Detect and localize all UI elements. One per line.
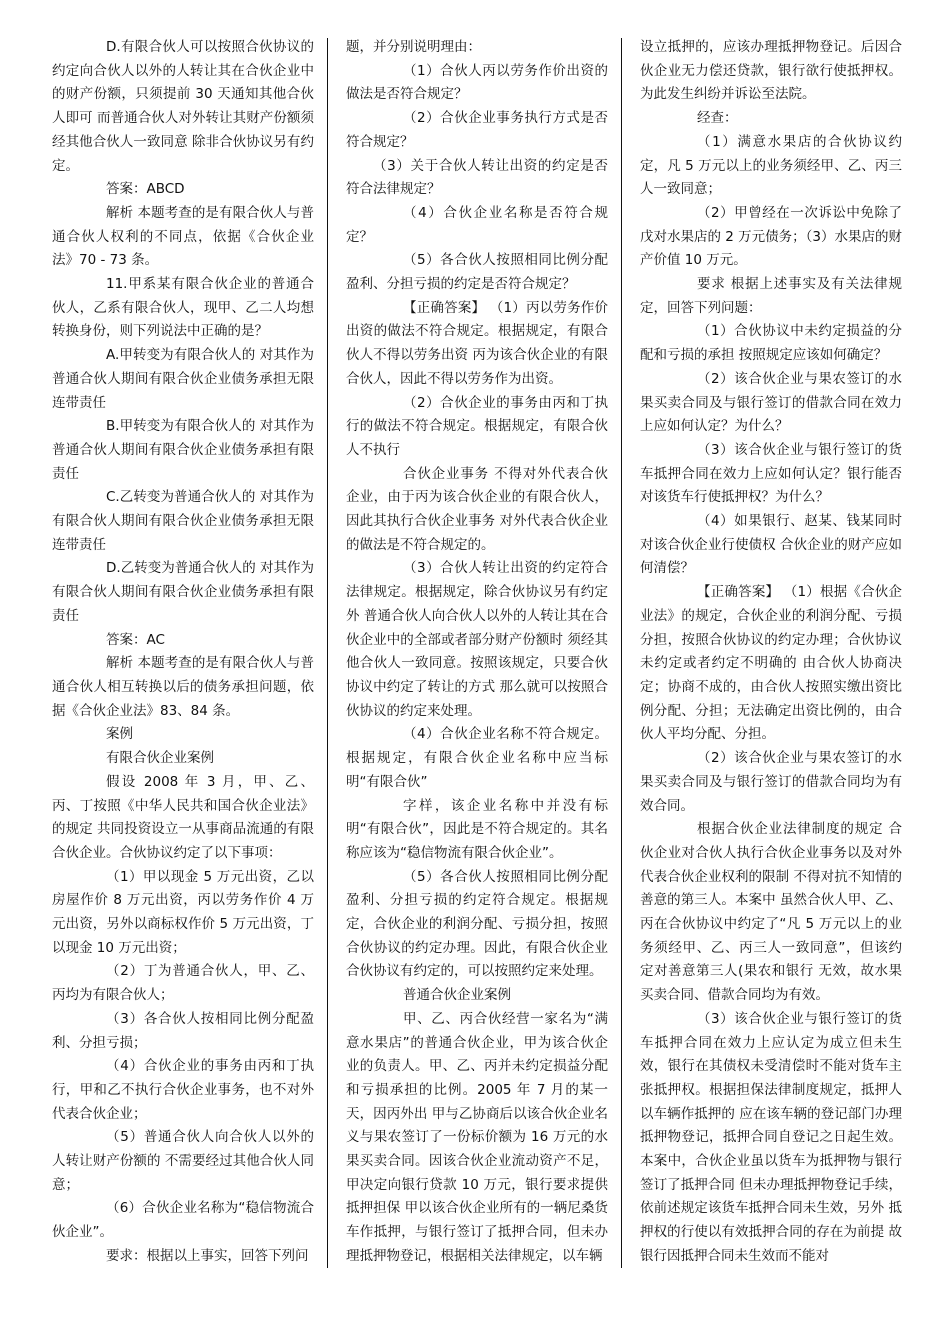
- paragraph: 案例: [106, 726, 133, 743]
- paragraph: （2）合伙企业的事务由丙和丁执行的做法不符合规定。根据规定，有限合伙人不执行: [346, 394, 608, 458]
- column-divider: [327, 38, 328, 1268]
- paragraph: 字样，该企业名称中并没有标明“有限合伙”，因此是不符合规定的。其名称应该为“稳信物流有限合伙企业”。: [346, 797, 608, 861]
- paragraph: （6）合伙企业名称为“稳信物流合伙企业”。: [52, 1200, 314, 1241]
- paragraph: （3）合伙人转让出资的约定符合法律规定。根据规定，除合伙协议另有约定外 普通合伙人向合伙人以外的人转让其在合伙企业中的全部或者部分财产份额时 须经其他合伙人一致同意。按照该规定，只要合伙协议中约定了转让的方式 那么就可以按照合伙协议的约定来处理。: [346, 560, 608, 719]
- paragraph: 题，并分别说明理由：: [346, 39, 481, 55]
- paragraph: （4）合伙企业的事务由丙和丁执行，甲和乙不执行合伙企业事务，也不对外代表合伙企业；: [52, 1058, 314, 1122]
- paragraph: （3）该合伙企业与银行签订的货车抵押合同在效力上应认定为成立但未生效，银行在其债权未受清偿时不能对货车主张抵押权。根据担保法律制度规定，抵押人以车辆作抵押的 应在该车辆的登记部门办理抵押物登记，抵押合同自登记之日起生效。本案中，合伙企业虽以货车为抵押物与银行签订了抵押合同 但未办理抵押物登记手续，依前述规定该货车抵押合同未生效，另外 抵押权的行使以有效抵押合同的存在为前提 故银行因抵押合同未生效而不能对: [640, 1010, 902, 1264]
- paragraph: 有限合伙企业案例: [106, 750, 214, 767]
- paragraph: 答案：ABCD: [106, 181, 185, 198]
- paragraph: 经查：: [697, 110, 738, 127]
- paragraph: B.甲转变为有限合伙人的 对其作为普通合伙人期间有限合伙企业债务承担有限责任: [52, 418, 314, 482]
- paragraph: 答案：AC: [106, 631, 165, 648]
- paragraph: （2）甲曾经在一次诉讼中免除了戊对水果店的 2 万元债务；（3）水果店的财产价值 10 万元。: [640, 204, 903, 269]
- paragraph: （4）合伙企业名称不符合规定。根据规定，有限合伙企业名称中应当标明“有限合伙”: [346, 726, 608, 790]
- text-column-2: [346, 36, 608, 1269]
- paragraph: （3）各合伙人按相同比例分配盈利、分担亏损；: [52, 1010, 314, 1051]
- paragraph: 普通合伙企业案例: [403, 987, 511, 1004]
- column-divider: [621, 38, 622, 1268]
- paragraph: （2）该合伙企业与果农签订的水果买卖合同及与银行签订的借款合同在效力上应如何认定？为什么？: [640, 370, 902, 435]
- paragraph: （4）如果银行、赵某、钱某同时对该合伙企业行使债权 合伙企业的财产应如何清偿？: [640, 513, 902, 577]
- paragraph: （1）甲以现金 5 万元出资，乙以房屋作价 8 万元出资，丙以劳务作价 4 万元出资，另外以商标权作价 5 万元出资，丁以现金 10 万元出资；: [52, 868, 314, 956]
- paragraph: 解析 本题考查的是有限合伙人与普通合伙人权利的不同点，依据《合伙企业法》70 - 73 条。: [52, 204, 314, 269]
- paragraph: （2）丁为普通合伙人，甲、乙、丙均为有限合伙人；: [52, 963, 314, 1004]
- paragraph: 要求：根据以上事实，回答下列问: [106, 1247, 309, 1264]
- paragraph: 假设 2008 年 3 月，甲、乙、丙、丁按照《中华人民共和国合伙企业法》的规定 共同投资设立一从事商品流通的有限合伙企业。合伙协议约定了以下事项：: [52, 773, 314, 861]
- paragraph: （4）合伙企业名称是否符合规定？: [346, 204, 608, 245]
- paragraph: 11.甲系某有限合伙企业的普通合伙人，乙系有限合伙人，现甲、乙二人均想转换身份，则下列说法中正确的是？: [52, 276, 314, 340]
- paragraph: （2）该合伙企业与果农签订的水果买卖合同及与银行签订的借款合同均为有效合同。: [640, 750, 902, 814]
- paragraph: （5）各合伙人按照相同比例分配盈利、分担亏损的约定是否符合规定？: [346, 252, 608, 293]
- text-column-3: [640, 36, 902, 1269]
- paragraph: D.乙转变为普通合伙人的 对其作为有限合伙人期间有限合伙企业债务承担有限责任: [52, 560, 314, 624]
- paragraph: 【正确答案】 （1）丙以劳务作价出资的做法不符合规定。根据规定，有限合伙人不得以劳务出资 丙为该合伙企业的有限合伙人，因此不得以劳务作为出资。: [346, 299, 608, 387]
- paragraph: 【正确答案】 （1）根据《合伙企业法》的规定，合伙企业的利润分配、亏损分担，按照合伙协议的约定办理；合伙协议未约定或者约定不明确的 由合伙人协商决定；协商不成的，由合伙人按照实缴出资比例分配、分担；无法确定出资比例的，由合伙人平均分配、分担。: [640, 584, 902, 743]
- paragraph: （1）合伙人丙以劳务作价出资的做法是否符合规定？: [346, 62, 608, 103]
- paragraph: 解析 本题考查的是有限合伙人与普通合伙人相互转换以后的债务承担问题，依据《合伙企业法》83、84 条。: [52, 655, 314, 719]
- paragraph: 甲、乙、丙合伙经营一家名为“满意水果店”的普通合伙企业，甲为该合伙企业的负责人。甲、乙、丙并未约定损益分配和亏损承担的比例。2005 年 7 月的某一天，因丙外出 甲与乙协商后以该合伙企业名义与果农签订了一份标价额为 16 万元的水果买卖合同。因该合伙企业流动资产不足，甲决定向银行贷款 10 万元，银行要求提供抵押担保 甲以该合伙企业所有的一辆尼桑货车作抵押，与银行签订了抵押合同，但未办理抵押物登记，根据相关法律规定，以车辆: [346, 1010, 608, 1264]
- paragraph: A.甲转变为有限合伙人的 对其作为普通合伙人期间有限合伙企业债务承担无限连带责任: [52, 347, 314, 411]
- paragraph: （5）各合伙人按照相同比例分配盈利、分担亏损的约定符合规定。根据规定，合伙企业的利润分配、亏损分担，按照合伙协议的约定办理。因此，有限合伙企业合伙协议有约定的，可以按照约定来处理。: [346, 868, 608, 980]
- paragraph: （1）满意水果店的合伙协议约定，凡 5 万元以上的业务须经甲、乙、丙三人一致同意；: [640, 133, 902, 198]
- paragraph: 根据合伙企业法律制度的规定 合伙企业对合伙人执行合伙企业事务以及对外代表合伙企业权利的限制 不得对抗不知情的善意的第三人。本案中 虽然合伙人甲、乙、丙在合伙协议中约定了“凡 5 万元以上的业务须经甲、乙、丙三人一致同意”，但该约定对善意第三人(果农和银行 无效，故水果买卖合同、借款合同均为有效。: [640, 821, 902, 1004]
- paragraph: （3）关于合伙人转让出资的约定是否符合法律规定？: [346, 157, 608, 198]
- paragraph: 合伙企业事务 不得对外代表合伙企业，由于丙为该合伙企业的有限合伙人，因此其执行合伙企业事务 对外代表合伙企业的做法是不符合规定的。: [346, 465, 608, 553]
- paragraph: 要求 根据上述事实及有关法律规定，回答下列问题：: [640, 276, 902, 316]
- paragraph: （2）合伙企业事务执行方式是否符合规定？: [346, 110, 608, 150]
- paragraph: C.乙转变为普通合伙人的 对其作为有限合伙人期间有限合伙企业债务承担无限连带责任: [52, 489, 314, 553]
- paragraph: （3）该合伙企业与银行签订的货车抵押合同在效力上应如何认定？银行能否对该货车行使抵押权？为什么？: [640, 441, 902, 506]
- paragraph: （5）普通合伙人向合伙人以外的人转让财产份额的 不需要经过其他合伙人同意；: [52, 1129, 314, 1193]
- paragraph: （1）合伙协议中未约定损益的分配和亏损的承担 按照规定应该如何确定？: [640, 323, 902, 364]
- paragraph: D.有限合伙人可以按照合伙协议的约定向合伙人以外的人转让其在合伙企业中的财产份额，只须提前 30 天通知其他合伙人即可 而普通合伙人对外转让其财产份额须经其他合伙人一致同意 除非合伙协议另有约定。: [52, 39, 314, 174]
- paragraph: 设立抵押的，应该办理抵押物登记。后因合伙企业无力偿还贷款，银行欲行使抵押权。为此发生纠纷并诉讼至法院。: [640, 39, 902, 103]
- text-column-1: [52, 36, 314, 1269]
